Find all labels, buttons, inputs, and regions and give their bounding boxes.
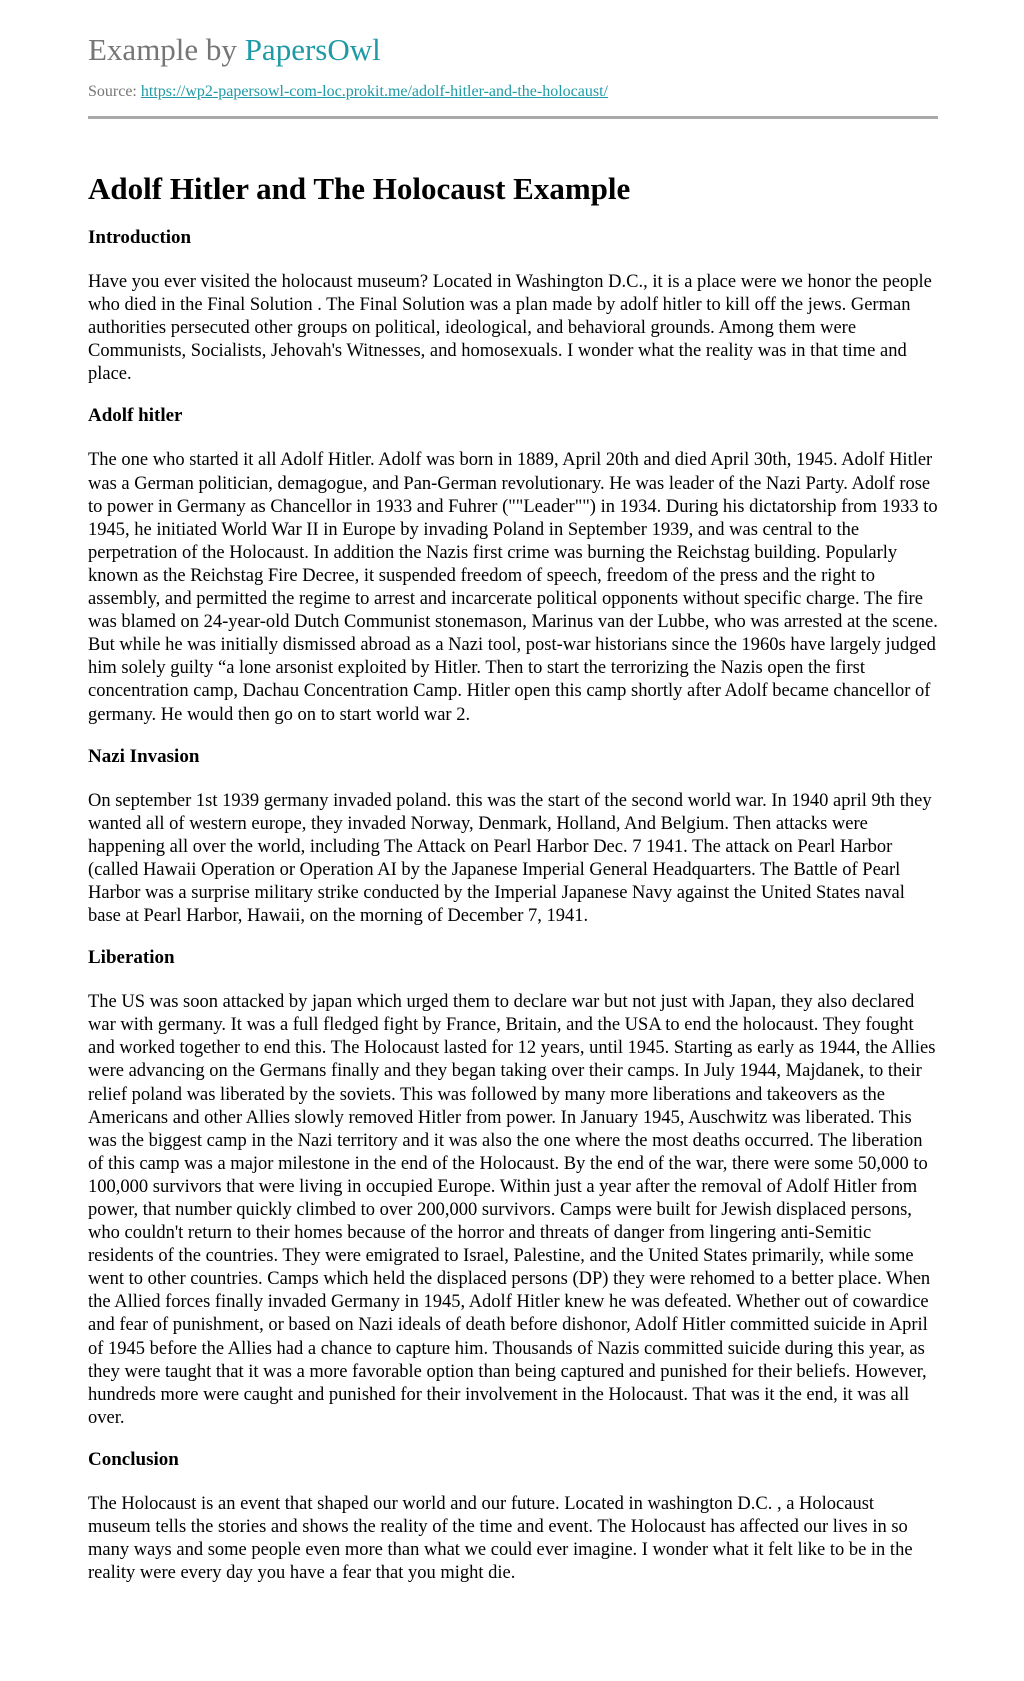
section-heading: Introduction xyxy=(88,227,192,248)
section-heading: Nazi Invasion xyxy=(88,745,200,767)
brand-name-link[interactable]: PapersOwl xyxy=(244,32,381,67)
section-body: The US was soon attacked by japan which urged them to declare war but not just with Japan, they also declared war with germany. It was a full fledged fight by France, Britain, and the USA to end the holocaust. They fought and worked together to end this. The Holocaust lasted for 12 years, until 1945. Starting as early as 1944, the Allies were advancing on the Germans finally and they began taking over their camps. In July 1944, Majdanek, to their relief poland was liberated by the soviets. This was followed by many more liberations and takeovers as the Americans and other Allies slowly removed Hitler from power. In January 1945, Auschwitz was liberated. This was the biggest camp in the Nazi territory and it was also the one where the most deaths occurred. The liberation of this camp was a major milestone in the end of the Holocaust. By the end of the war, there were some 50,000 to 100,000 survivors that were living in occupied Europe. Within just a year after the removal of Adolf Hitler from power, that number quickly climbed to over 200,000 survivors. Camps were built for Jewish displaced persons, who couldn't return to their homes because of the horror and threats of danger from lingering anti-Semitic residents of the countries. They were emigrated to Israel, Palestine, and the United States primarily, while some went to other countries. Camps which held the displaced persons (DP) they were rehomed to a better place. When the Allied forces finally invaded Germany in 1945, Adolf Hitler knew he was defeated. Whether out of cowardice and fear of punishment, or based on Nazi ideals of death before dishonor, Adolf Hitler committed suicide in April of 1945 before the Allies had a chance to capture him. Thousands of Nazis committed suicide during this year, as they were taught that it was a more favorable option than being captured and punished for their beliefs. However, hundreds more were caught and punished for their involvement in the Holocaust. That was it the end, it was all over. xyxy=(88,992,936,1428)
section-heading: Liberation xyxy=(88,947,175,969)
brand-header xyxy=(88,30,938,70)
section-heading: Adolf hitler xyxy=(88,405,183,427)
source-label: Source: xyxy=(88,83,137,100)
source-url-link[interactable]: https://wp2-papersowl-com-loc.prokit.me/adolf-hitler-and-the-holocaust/ xyxy=(140,83,608,100)
section-adolf-hitler xyxy=(88,404,938,726)
source-line xyxy=(88,82,938,102)
section-body: The one who started it all Adolf Hitler. Adolf was born in 1889, April 20th and died April 30th, 1945. Adolf Hitler was a German politician, demagogue, and Pan-German revolutionary. He was leader of the Nazi Party. Adolf rose to power in Germany as Chancellor in 1933 and Fuhrer (""Leader"") in 1934. During his dictatorship from 1933 to 1945, he initiated World War II in Europe by invading Poland in September 1939, and was central to the perpetration of the Holocaust. In addition the Nazis first crime was burning the Reichstag building. Popularly known as the Reichstag Fire Decree, it suspended freedom of speech, freedom of the press and the right to assembly, and permitted the regime to arrest and incarcerate political opponents without specific charge. The fire was blamed on 24-year-old Dutch Communist stonemason, Marinus van der Lubbe, who was arrested at the scene. But while he was initially dismissed abroad as a Nazi tool, post-war historians since the 1960s have largely judged him solely guilty “a lone arsonist exploited by Hitler. Then to start the terrorizing the Nazis open the first concentration camp, Dachau Concentration Camp. Hitler open this camp shortly after Adolf became chancellor of germany. He would then go on to start world war 2. xyxy=(88,450,938,725)
section-nazi-invasion xyxy=(88,745,938,929)
section-introduction xyxy=(88,226,938,386)
section-body: On september 1st 1939 germany invaded poland. this was the start of the second world war. In 1940 april 9th they wanted all of western europe, they invaded Norway, Denmark, Holland, And Belgium. Then attacks were happening all over the world, including The Attack on Pearl Harbor Dec. 7 1941. The attack on Pearl Harbor (called Hawaii Operation or Operation AI by the Japanese Imperial General Headquarters. The Battle of Pearl Harbor was a surprise military strike conducted by the Imperial Japanese Navy against the United States naval base at Pearl Harbor, Hawaii, on the morning of December 7, 1941. xyxy=(88,790,932,927)
section-body: Have you ever visited the holocaust museum? Located in Washington D.C., it is a place were we honor the people who died in the Final Solution . The Final Solution was a plan made by adolf hitler to kill off the jews. German authorities persecuted other groups on political, ideological, and behavioral grounds. Among them were Communists, Socialists, Jehovah's Witnesses, and homosexuals. I wonder what the reality was in that time and place. xyxy=(88,272,932,385)
section-conclusion xyxy=(88,1448,938,1585)
section-body: The Holocaust is an event that shaped our world and our future. Located in washington D.C. , a Holocaust museum tells the stories and shows the reality of the time and event. The Holocaust has affected our lives in so many ways and some people even more than what we could ever imagine. I wonder what it felt like to be in the reality were every day you have a fear that you might die. xyxy=(88,1493,913,1584)
section-heading: Conclusion xyxy=(88,1448,179,1470)
header-divider xyxy=(88,116,938,119)
document-page xyxy=(88,30,938,1585)
brand-prefix: Example by xyxy=(88,32,245,67)
section-liberation xyxy=(88,946,938,1430)
page-title: Adolf Hitler and The Holocaust Example xyxy=(88,171,631,206)
